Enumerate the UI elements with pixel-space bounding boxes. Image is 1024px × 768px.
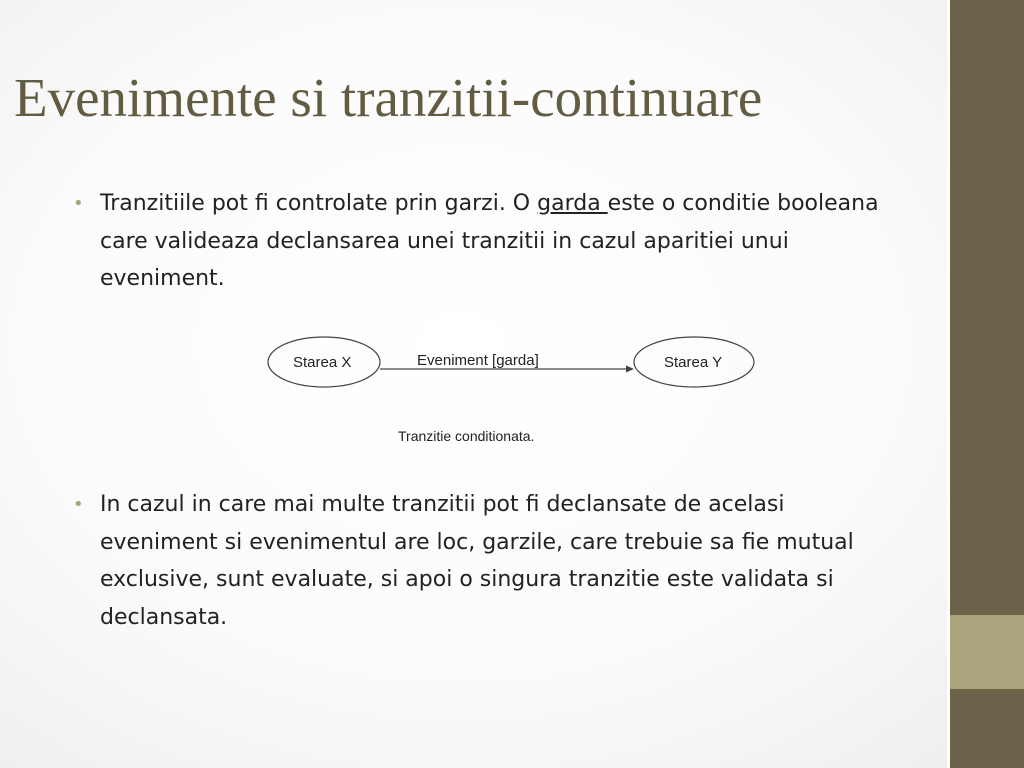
transition-diagram	[262, 332, 762, 452]
bullet-item	[73, 486, 900, 636]
sidebar-bar	[947, 0, 1024, 768]
sidebar-accent-block	[950, 615, 1024, 689]
bullet-text-before: Tranzitiile pot fi controlate prin garzi. O	[100, 191, 538, 216]
slide-title: Evenimente si tranzitii-continuare	[14, 67, 763, 128]
transition-label: Eveniment [garda]	[417, 352, 539, 369]
bullet-dot-icon: •	[73, 193, 84, 214]
garda-term: garda	[537, 191, 608, 216]
diagram-caption: Tranzitie conditionata.	[398, 428, 535, 444]
bullet-dot-icon: •	[73, 494, 84, 515]
state-x-label: Starea X	[293, 354, 352, 371]
bullet-text: In cazul in care mai multe tranzitii pot fi declansate de acelasi eveniment si evenimentul are loc, garzile, care trebuie sa fie mutual exclusive, sunt evaluate, si apoi o singura tranzitie este validata si declansata.	[100, 492, 854, 630]
bullet-item	[73, 185, 900, 298]
state-y-label: Starea Y	[664, 354, 723, 371]
bullet-text-after: este o conditie booleana care valideaza declansarea unei tranzitii in cazul aparitiei unui eveniment.	[100, 191, 879, 291]
arrow-head-icon	[626, 366, 634, 373]
